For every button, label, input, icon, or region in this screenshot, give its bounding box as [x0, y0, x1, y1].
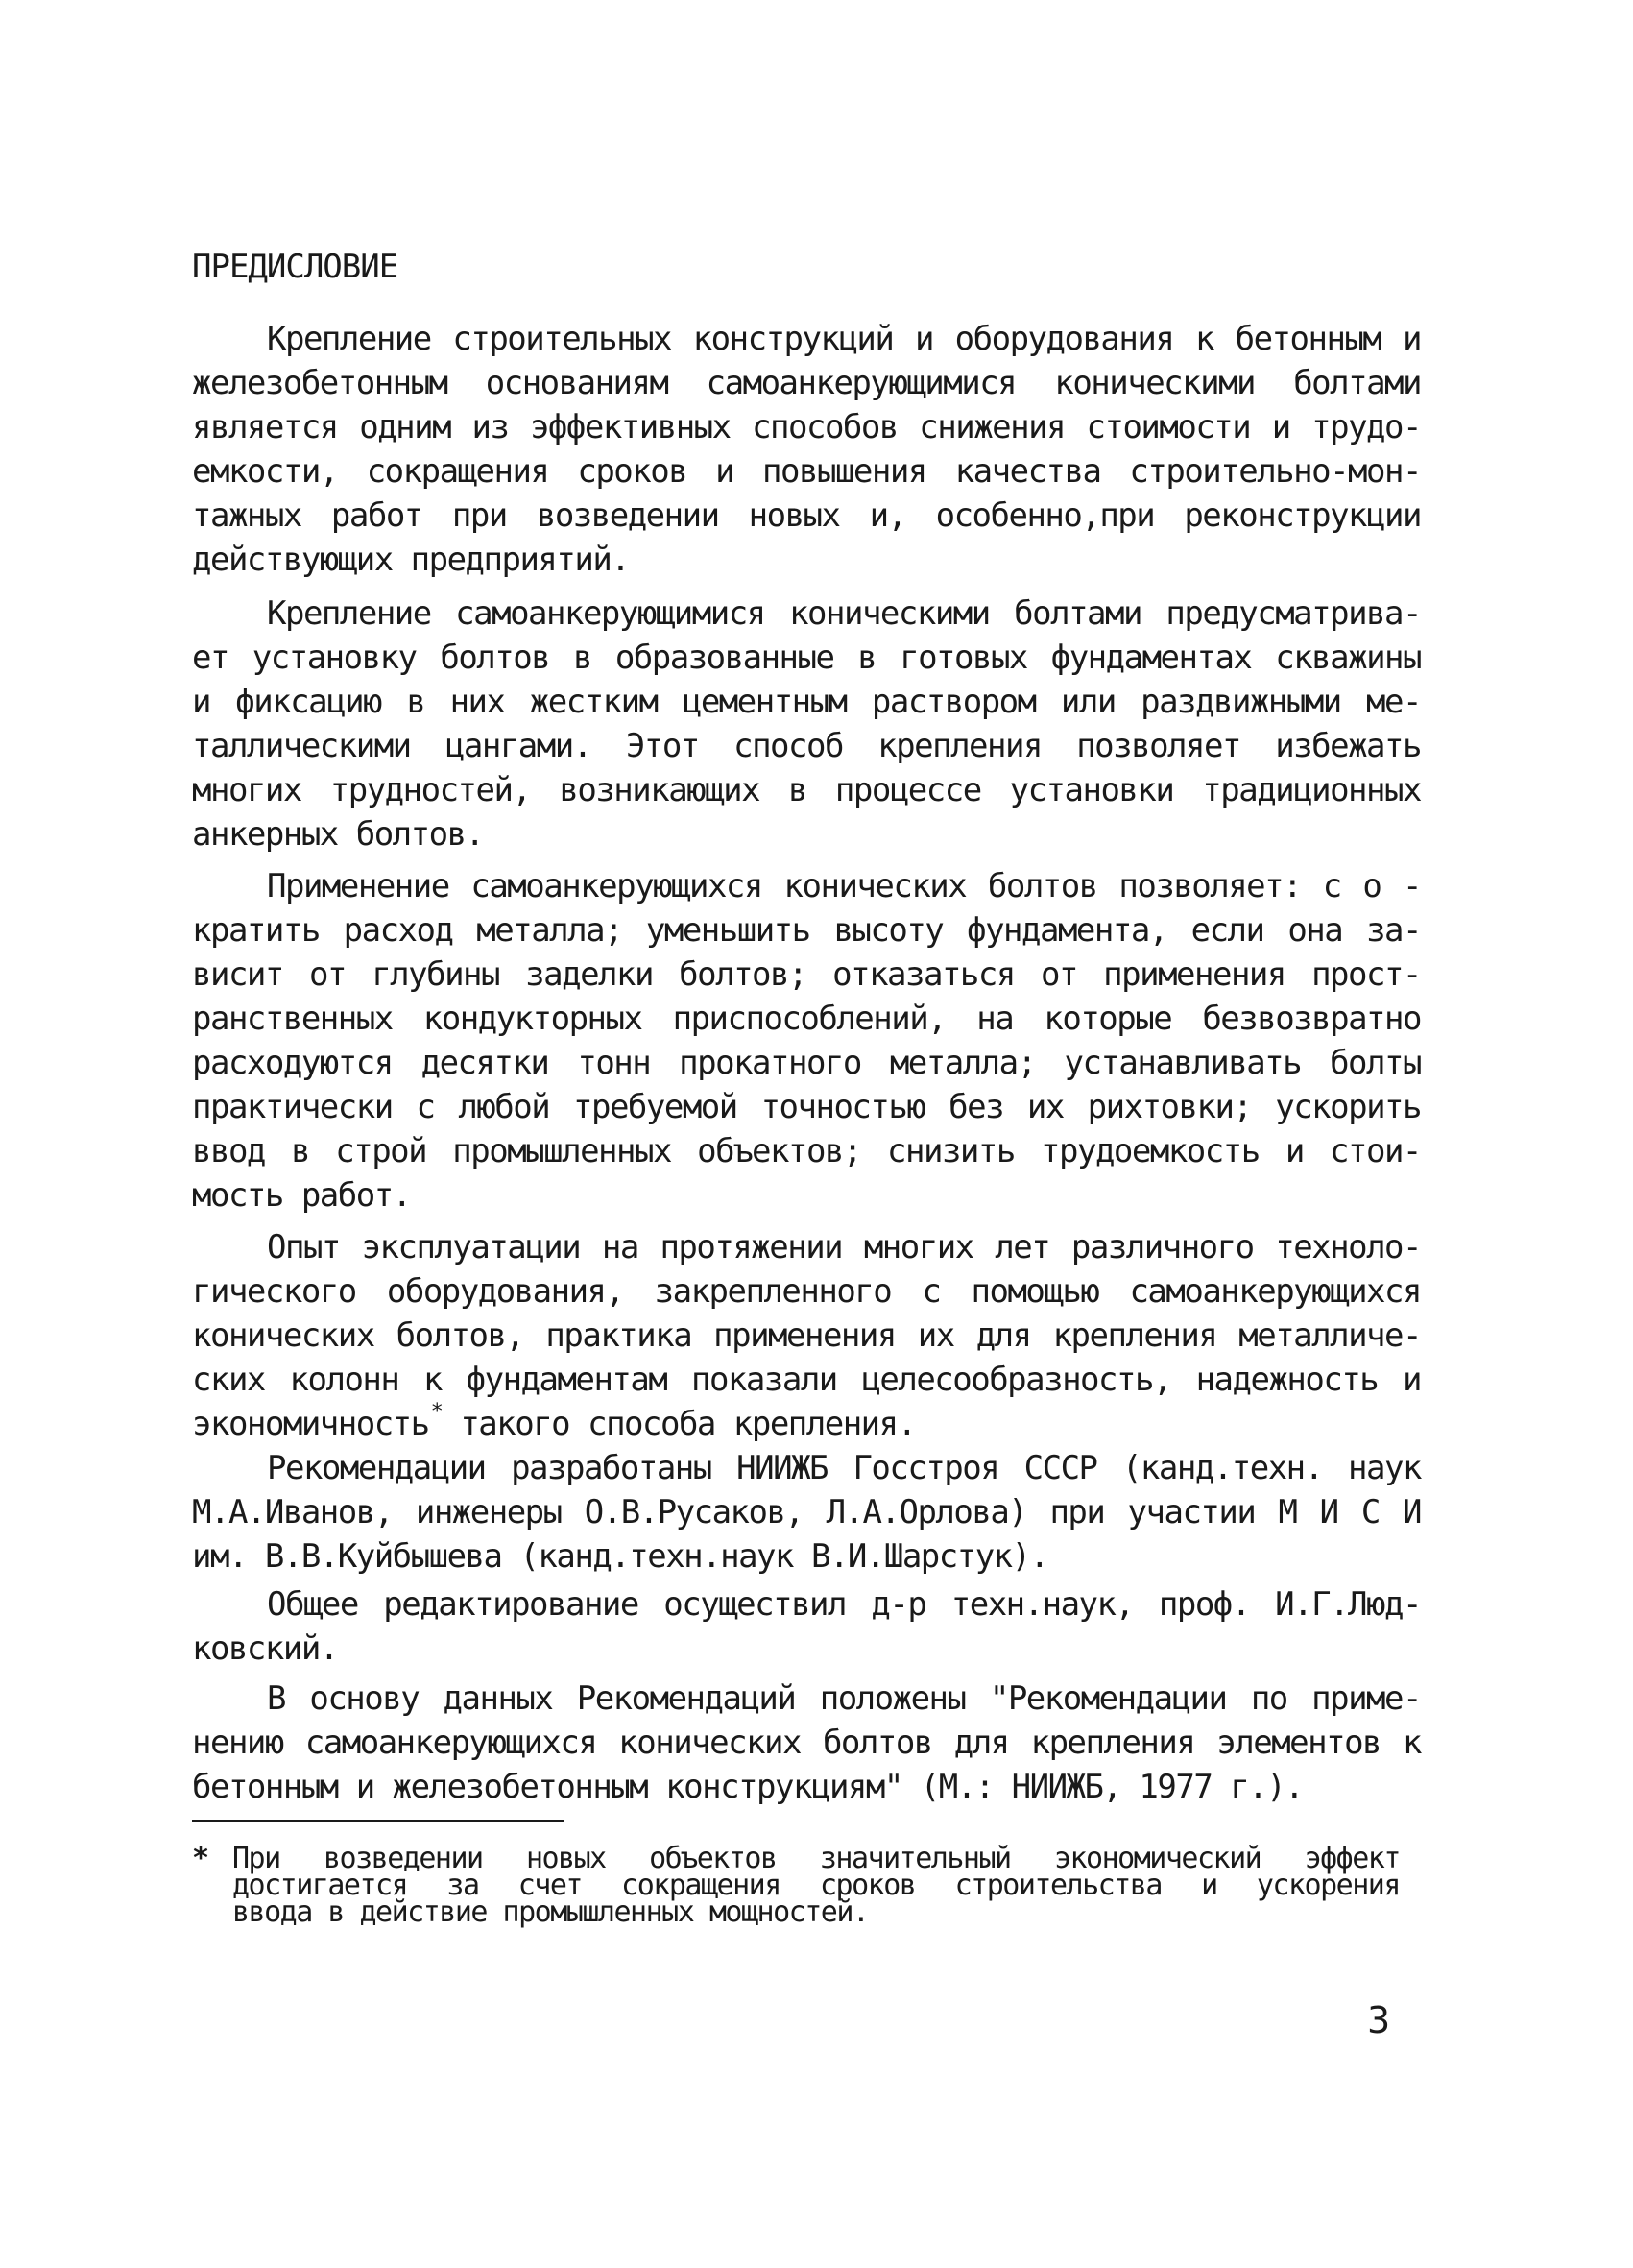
text-line: В основу данных Рекомендаций положены "Рекомендации по приме-	[267, 1679, 1421, 1718]
text-line: Рекомендации разработаны НИИЖБ Госстроя СССР (канд.техн. наук	[267, 1449, 1421, 1487]
text-line-with-footnote	[192, 1402, 916, 1446]
footnote-line: При возведении новых объектов значительный экономический эффект	[232, 1842, 1400, 1875]
text-line: гического оборудования, закрепленного с помощью самоанкерующихся	[192, 1272, 1421, 1311]
footnote-divider	[192, 1820, 564, 1822]
text-line: нению самоанкерующихся конических болтов для крепления элементов к	[192, 1724, 1421, 1762]
text-line: является одним из эффективных способов снижения стоимости и трудо-	[192, 408, 1421, 446]
text-line: ских колонн к фундаментам показали целесообразность, надежность и	[192, 1361, 1421, 1399]
footnote-reference: *	[430, 1400, 443, 1424]
text-line: железобетонным основаниям самоанкерующимися коническими болтами	[192, 364, 1421, 402]
text-line: ковский.	[192, 1629, 338, 1668]
text-line: Применение самоанкерующихся конических болтов позволяет: с о -	[267, 867, 1421, 905]
footnote-line: ввода в действие промышленных мощностей.	[232, 1895, 869, 1929]
text-line: кратить расход металла; уменьшить высоту фундамента, если она за-	[192, 911, 1421, 950]
page-title: ПРЕДИСЛОВИЕ	[192, 248, 398, 286]
text-line: ввод в строй промышленных объектов; снизить трудоемкость и стои-	[192, 1132, 1421, 1170]
text-line: ет установку болтов в образованные в готовых фундаментах скважины	[192, 639, 1421, 677]
text-line: таллическими цангами. Этот способ крепления позволяет избежать	[192, 727, 1421, 765]
text-line: М.А.Иванов, инженеры О.В.Русаков, Л.А.Орлова) при участии М И С И	[192, 1493, 1421, 1532]
text-line: тажных работ при возведении новых и, особенно,при реконструкции	[192, 496, 1421, 535]
text-line: конических болтов, практика применения их для крепления металличе-	[192, 1316, 1421, 1355]
footnote-mark: *	[192, 1842, 210, 1875]
text-line: многих трудностей, возникающих в процессе установки традиционных	[192, 771, 1421, 809]
text-line: емкости, сокращения сроков и повышения качества строительно-мон-	[192, 452, 1421, 491]
text-fragment: экономичность	[192, 1405, 429, 1443]
text-line: Крепление строительных конструкций и оборудования к бетонным и	[267, 320, 1421, 358]
footnote-line: достигается за счет сокращения сроков строительства и ускорения	[232, 1869, 1400, 1902]
text-fragment: такого способа крепления.	[442, 1405, 916, 1443]
text-line: расходуются десятки тонн прокатного металла; устанавливать болты	[192, 1044, 1421, 1082]
text-line: Крепление самоанкерующимися коническими болтами предусматрива-	[267, 594, 1421, 633]
text-line: и фиксацию в них жестким цементным раствором или раздвижными ме-	[192, 683, 1421, 721]
text-line: Опыт эксплуатации на протяжении многих лет различного техноло-	[267, 1228, 1421, 1267]
text-line: висит от глубины заделки болтов; отказаться от применения прост-	[192, 955, 1421, 994]
text-line: действующих предприятий.	[192, 541, 630, 579]
text-line: мость работ.	[192, 1176, 411, 1215]
text-line: им. В.В.Куйбышева (канд.техн.наук В.И.Шарстук).	[192, 1537, 1048, 1576]
text-line: анкерных болтов.	[192, 815, 484, 854]
page-number: 3	[1367, 1999, 1391, 2041]
text-line: ранственных кондукторных приспособлений, на которые безвозвратно	[192, 1000, 1421, 1038]
text-line: Общее редактирование осуществил д-р техн.наук, проф. И.Г.Люд-	[267, 1585, 1421, 1624]
text-line: практически с любой требуемой точностью без их рихтовки; ускорить	[192, 1088, 1421, 1126]
text-line: бетонным и железобетонным конструкциям" (М.: НИИЖБ, 1977 г.).	[192, 1768, 1304, 1806]
